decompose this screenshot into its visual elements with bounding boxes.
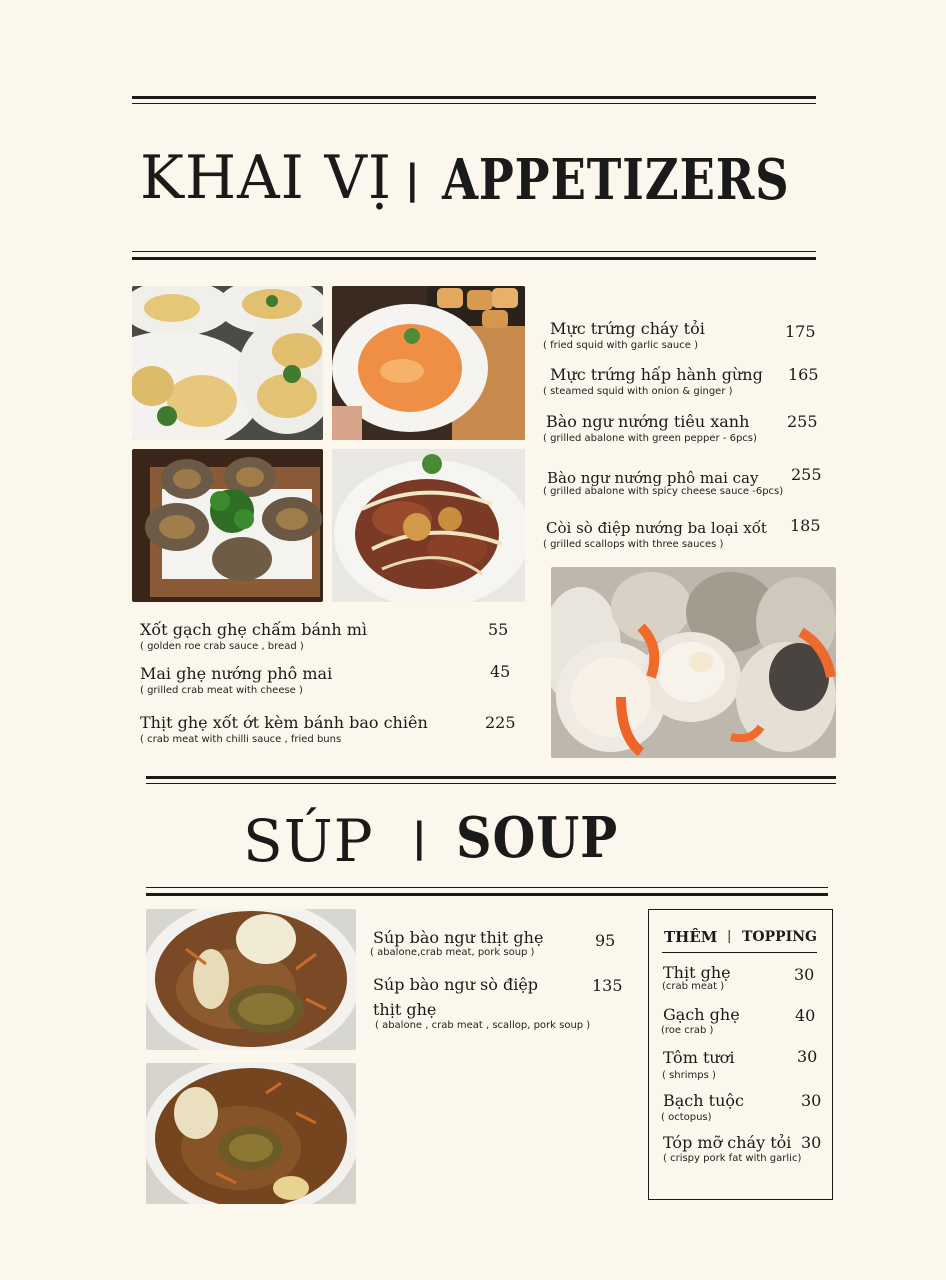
appetizer-item-name: Mực trứng hấp hành gừng: [550, 365, 763, 384]
topping-item-desc: (crab meat ): [662, 981, 725, 992]
appetizer-item-price: 55: [488, 620, 509, 639]
appetizers-title-vi: KHAI VỊ: [140, 143, 393, 213]
topping-item-name: Bạch tuộc: [663, 1091, 744, 1110]
topping-title-divider: |: [727, 929, 732, 944]
appetizer-item-desc: ( grilled abalone with green pepper - 6pcs): [543, 433, 757, 444]
topping-item-desc: ( crispy pork fat with garlic): [663, 1153, 802, 1164]
topping-item-name: Tôm tươi: [663, 1048, 735, 1067]
soup-item-desc: ( abalone , crab meat , scallop, pork soup ): [375, 1020, 591, 1031]
topping-item-price: 30: [794, 965, 815, 984]
topping-item-name: Gạch ghẹ: [663, 1005, 740, 1024]
topping-title-en: TOPPING: [742, 929, 817, 945]
appetizers-bottom-rule-lower: [132, 257, 816, 260]
appetizer-item-desc: ( fried squid with garlic sauce ): [543, 340, 698, 351]
appetizer-item-price: 225: [485, 713, 516, 732]
appetizer-item-price: 255: [787, 412, 818, 431]
appetizers-title-divider: |: [405, 157, 420, 203]
photo-grilled-abalone-tray: [132, 449, 323, 602]
top-double-rule-lower: [132, 103, 816, 104]
appetizers-bottom-rule-upper: [132, 251, 816, 252]
photo-fried-squid: [332, 449, 525, 602]
soup-title-vi: SÚP: [243, 807, 374, 875]
topping-title-vi: THÊM: [664, 928, 718, 946]
appetizer-item-price: 45: [490, 662, 511, 681]
appetizer-item-price: 255: [791, 465, 822, 484]
appetizer-item-name: Bào ngư nướng phô mai cay: [547, 469, 759, 487]
topping-item-desc: ( shrimps ): [662, 1070, 716, 1081]
appetizer-item-price: 175: [785, 322, 816, 341]
soup-title-en: SOUP: [456, 805, 619, 871]
appetizer-item-name: Mực trứng cháy tỏi: [550, 319, 705, 338]
photo-baked-crab-shells: [132, 286, 323, 440]
photo-abalone-scallop-soup: [146, 1063, 356, 1204]
topping-item-name: Thịt ghẹ: [663, 963, 731, 982]
topping-item-price: 30: [801, 1091, 822, 1110]
appetizer-item-name: Xốt gạch ghẹ chấm bánh mì: [140, 620, 368, 639]
appetizer-item-desc: ( crab meat with chilli sauce , fried buns: [140, 734, 342, 745]
topping-item-desc: (roe crab ): [661, 1025, 714, 1036]
topping-item-price: 30: [801, 1133, 822, 1152]
appetizer-item-name: Thịt ghẹ xốt ớt kèm bánh bao chiên: [140, 713, 428, 732]
topping-item-name: Tóp mỡ cháy tỏi: [663, 1133, 792, 1152]
appetizer-item-name: Mai ghẹ nướng phô mai: [140, 664, 333, 683]
appetizer-item-desc: ( grilled abalone with spicy cheese sauce -6pcs): [543, 486, 784, 497]
soup-item-name-line2: thịt ghẹ: [373, 1000, 437, 1019]
photo-grilled-scallops: [551, 567, 836, 758]
photo-crab-roe-sauce-bowl: [332, 286, 525, 440]
soup-bottom-rule-upper: [146, 887, 828, 888]
appetizer-item-price: 165: [788, 365, 819, 384]
appetizer-item-desc: ( grilled crab meat with cheese ): [140, 685, 303, 696]
top-double-rule-upper: [132, 96, 816, 99]
topping-title-rule: [662, 952, 817, 953]
photo-abalone-crab-soup: [146, 909, 356, 1050]
soup-title-divider: |: [412, 815, 427, 861]
topping-item-price: 30: [797, 1047, 818, 1066]
soup-top-rule-lower: [146, 783, 836, 784]
topping-item-desc: ( octopus): [661, 1112, 712, 1123]
appetizer-item-desc: ( grilled scallops with three sauces ): [543, 539, 724, 550]
topping-item-price: 40: [795, 1006, 816, 1025]
appetizer-item-name: Bào ngư nướng tiêu xanh: [546, 412, 750, 431]
soup-item-desc: ( abalone,crab meat, pork soup ): [370, 947, 535, 958]
appetizer-item-desc: ( steamed squid with onion & ginger ): [543, 386, 733, 397]
appetizer-item-name: Còi sò điệp nướng ba loại xốt: [546, 519, 767, 537]
soup-bottom-rule-lower: [146, 893, 828, 896]
soup-top-rule-upper: [146, 776, 836, 779]
soup-item-price: 135: [592, 976, 623, 995]
soup-item-name: Súp bào ngư thịt ghẹ: [373, 928, 544, 947]
appetizers-title-en: APPETIZERS: [442, 147, 790, 213]
appetizer-item-price: 185: [790, 516, 821, 535]
appetizer-item-desc: ( golden roe crab sauce , bread ): [140, 641, 304, 652]
soup-item-name: Súp bào ngư sò điệp: [373, 975, 539, 994]
soup-item-price: 95: [595, 931, 616, 950]
